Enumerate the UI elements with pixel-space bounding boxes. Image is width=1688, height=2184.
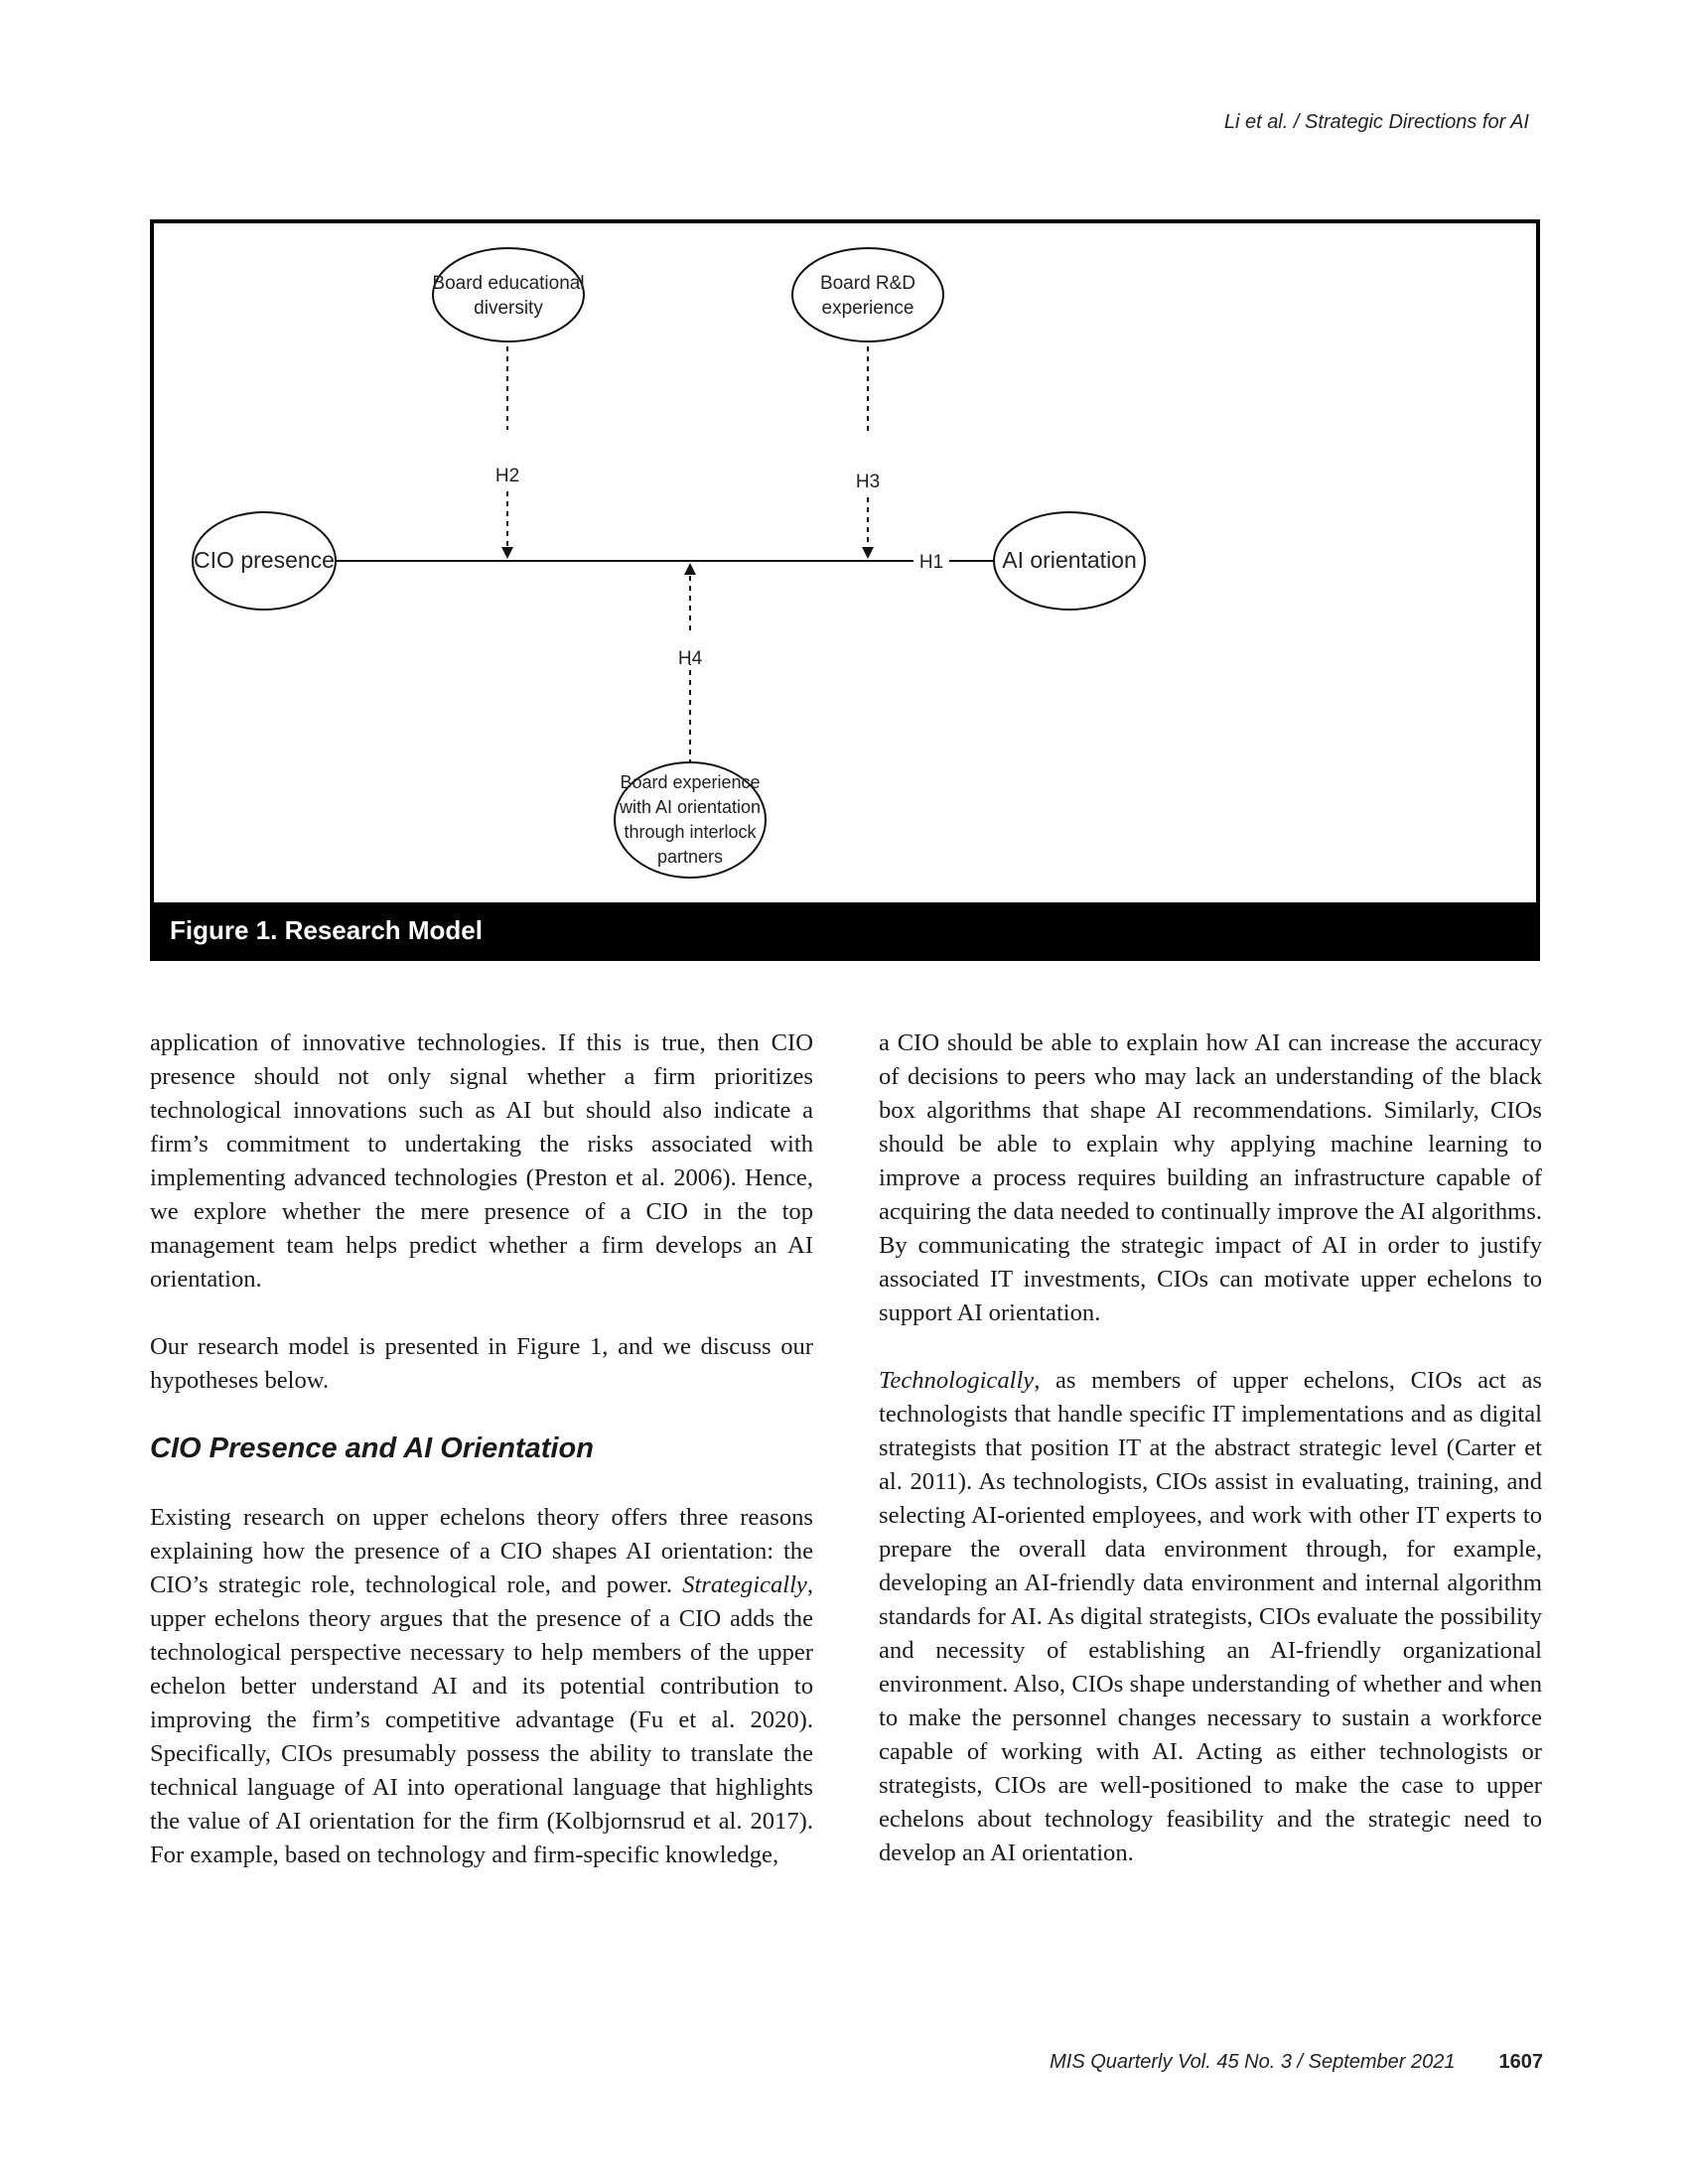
board-educational-diversity-label-line2: diversity: [474, 298, 543, 319]
journal-citation: MIS Quarterly Vol. 45 No. 3 / September 2021: [1050, 2051, 1456, 2073]
cio-presence-label: CIO presence: [194, 547, 335, 573]
ai-orientation-label: AI orientation: [1002, 547, 1137, 573]
h4-label: H4: [677, 648, 703, 669]
page-number: 1607: [1498, 2051, 1543, 2073]
left-paragraph-2: Our research model is presented in Figure 1, and we discuss our hypotheses below.: [150, 1333, 813, 1394]
left-paragraph-3-rest: , upper echelons theory argues that the presence of a CIO adds the technological perspective necessary to help members of the upper echelon better understand AI and its potential contribution to improving the firm’s competitive advantage (Fu et al. 2020). Specifically, CIOs presumably possess the ability to translate the technical language of AI into operational language that highlights the value of AI orientation for the firm (Kolbjornsrud et al. 2017). For example, based on technology and firm-specific knowledge,: [150, 1571, 813, 1868]
technologically-emphasis: Technologically: [879, 1367, 1035, 1394]
right-paragraph-2: [879, 1364, 1542, 1870]
left-paragraph-3-start: Existing research on upper echelons theory offers three reasons explaining how the presence of a CIO shapes AI orientation: the CIO’s strategic role, technological role, and power.: [150, 1504, 813, 1598]
board-ai-experience-label-line1: Board experience: [620, 772, 761, 792]
strategically-emphasis: Strategically: [682, 1571, 807, 1598]
board-ai-experience-label-line4: partners: [656, 847, 724, 867]
left-paragraph-1: application of innovative technologies. If this is true, then CIO presence should not only signal whether a firm prioritizes technological innovations such as AI but should also indicate a firm’s commitment to undertaking the risks associated with implementing advanced technologies (Preston et al. 2006). Hence, we explore whether the mere presence of a CIO in the top management team helps predict whether a firm develops an AI orientation.: [150, 1029, 813, 1293]
running-head: Li et al. / Strategic Directions for AI: [1223, 111, 1529, 133]
page-footer: [1050, 2051, 1543, 2074]
research-model-figure: [150, 219, 1540, 961]
h3-label: H3: [855, 472, 881, 492]
board-rd-experience-label-line1: Board R&D: [819, 273, 916, 294]
board-educational-diversity-node: [433, 248, 584, 341]
board-rd-experience-label-line2: experience: [821, 298, 914, 319]
section-heading: CIO Presence and AI Orientation: [150, 1433, 594, 1464]
board-ai-experience-label-line2: with AI orientation: [619, 797, 762, 817]
board-rd-experience-node: [792, 248, 943, 341]
left-column: [150, 1026, 813, 1872]
figure-caption: Figure 1. Research Model: [170, 915, 483, 945]
right-column: [879, 1026, 1542, 1870]
board-educational-diversity-label-line1: Board educational: [432, 273, 585, 294]
right-paragraph-2-rest: , as members of upper echelons, CIOs act as technologists that handle specific IT implementations and as digital strategists that position IT at the abstract strategic level (Carter et al. 2011). As technologists, CIOs assist in evaluating, training, and selecting AI-oriented employees, and work with other IT experts to prepare the overall data environment through, for example, developing an AI-friendly data environment and internal algorithm standards for AI. As digital strategists, CIOs evaluate the possibility and necessity of establishing an AI-friendly organizational environment. Also, CIOs shape understanding of whether and when to make the personnel changes necessary to sustain a workforce capable of working with AI. Acting as either technologists or strategists, CIOs are well-positioned to make the case to upper echelons about technology feasibility and the strategic need to develop an AI orientation.: [879, 1367, 1542, 1866]
left-paragraph-3: [150, 1501, 813, 1872]
research-model-diagram: [154, 223, 1536, 957]
figure-caption-bar: [154, 902, 1536, 957]
right-paragraph-1: a CIO should be able to explain how AI can increase the accuracy of decisions to peers who may lack an understanding of the black box algorithms that shape AI recommendations. Similarly, CIOs should be able to explain why applying machine learning to improve a process requires building an infrastructure capable of acquiring the data needed to continually improve the AI algorithms. By communicating the strategic impact of AI in order to justify associated IT investments, CIOs can motivate upper echelons to support AI orientation.: [879, 1029, 1542, 1326]
board-ai-experience-label-line3: through interlock: [624, 822, 757, 842]
h2-label: H2: [494, 466, 520, 486]
h1-label: H1: [918, 552, 944, 573]
